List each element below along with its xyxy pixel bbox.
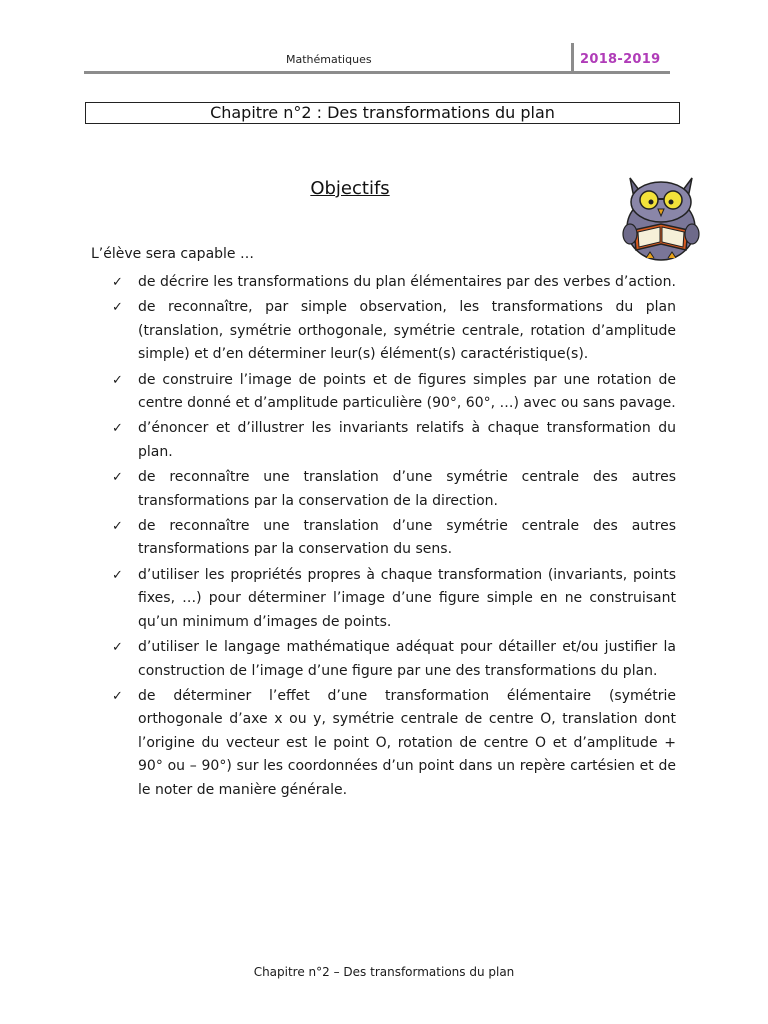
checkmark-icon: ✓	[112, 640, 123, 656]
objectives-list	[112, 271, 676, 804]
objectives-title: Objectifs	[310, 178, 390, 199]
objective-text: de reconnaître une translation d’une symétrie centrale des autres transformations par la conservation du sens.	[138, 518, 676, 558]
reading-owl-icon	[612, 172, 710, 264]
page-footer: Chapitre n°2 – Des transformations du plan	[253, 965, 515, 979]
checkmark-icon: ✓	[112, 470, 123, 486]
header-rule	[84, 71, 670, 74]
header-subject: Mathématiques	[286, 53, 372, 66]
objective-text: de reconnaître une translation d’une symétrie centrale des autres transformations par la conservation de la direction.	[138, 469, 676, 509]
objective-item	[112, 515, 676, 562]
checkmark-icon: ✓	[112, 275, 123, 290]
objective-item	[112, 417, 676, 464]
checkmark-icon: ✓	[112, 688, 123, 704]
objective-text: d’énoncer et d’illustrer les invariants relatifs à chaque transformation du plan.	[138, 420, 676, 460]
objective-text: de construire l’image de points et de figures simples par une rotation de centre donné et d’amplitude particulière (90°, 60°, …) avec ou sans pavage.	[138, 371, 676, 412]
chapter-title: Chapitre n°2 : Des transformations du plan	[85, 102, 680, 124]
checkmark-icon: ✓	[112, 372, 123, 388]
checkmark-icon: ✓	[112, 567, 123, 583]
objective-text: de déterminer l’effet d’une transformation élémentaire (symétrie orthogonale d’axe x ou y, symétrie centrale de centre O, translation dont l’origine du vecteur est le point O, rotation de centre O et d’amplitude + 90° ou – 90°) sur les coordonnées d’un point dans un repère cartésien et de le noter de manière générale.	[138, 687, 676, 798]
objective-text: de reconnaître, par simple observation, les transformations du plan (translation, symétrie orthogonale, symétrie centrale, rotation d’amplitude simple) et d’en déterminer leur(s) élément(s) caractéristique(s).	[138, 299, 676, 363]
header-separator	[571, 43, 574, 73]
objective-text: de décrire les transformations du plan élémentaires par des verbes d’action.	[138, 274, 676, 290]
objective-item	[112, 369, 676, 416]
objective-text: d’utiliser le langage mathématique adéquat pour détailler et/ou justifier la construction de l’image d’une figure par une des transformations du plan.	[138, 639, 676, 679]
header-year: 2018-2019	[580, 52, 661, 67]
objective-item	[112, 636, 676, 683]
objective-item	[112, 296, 676, 366]
checkmark-icon: ✓	[112, 519, 123, 535]
objective-item	[112, 685, 676, 802]
checkmark-icon: ✓	[112, 421, 123, 437]
objective-text: d’utiliser les propriétés propres à chaque transformation (invariants, points fixes, …) pour déterminer l’image d’une figure simple en ne construisant qu’un minimum d’images de points.	[138, 566, 676, 630]
intro-text: L’élève sera capable …	[91, 246, 254, 262]
objective-item	[112, 564, 676, 634]
objective-item	[112, 466, 676, 513]
checkmark-icon: ✓	[112, 300, 123, 316]
objective-item	[112, 271, 676, 294]
